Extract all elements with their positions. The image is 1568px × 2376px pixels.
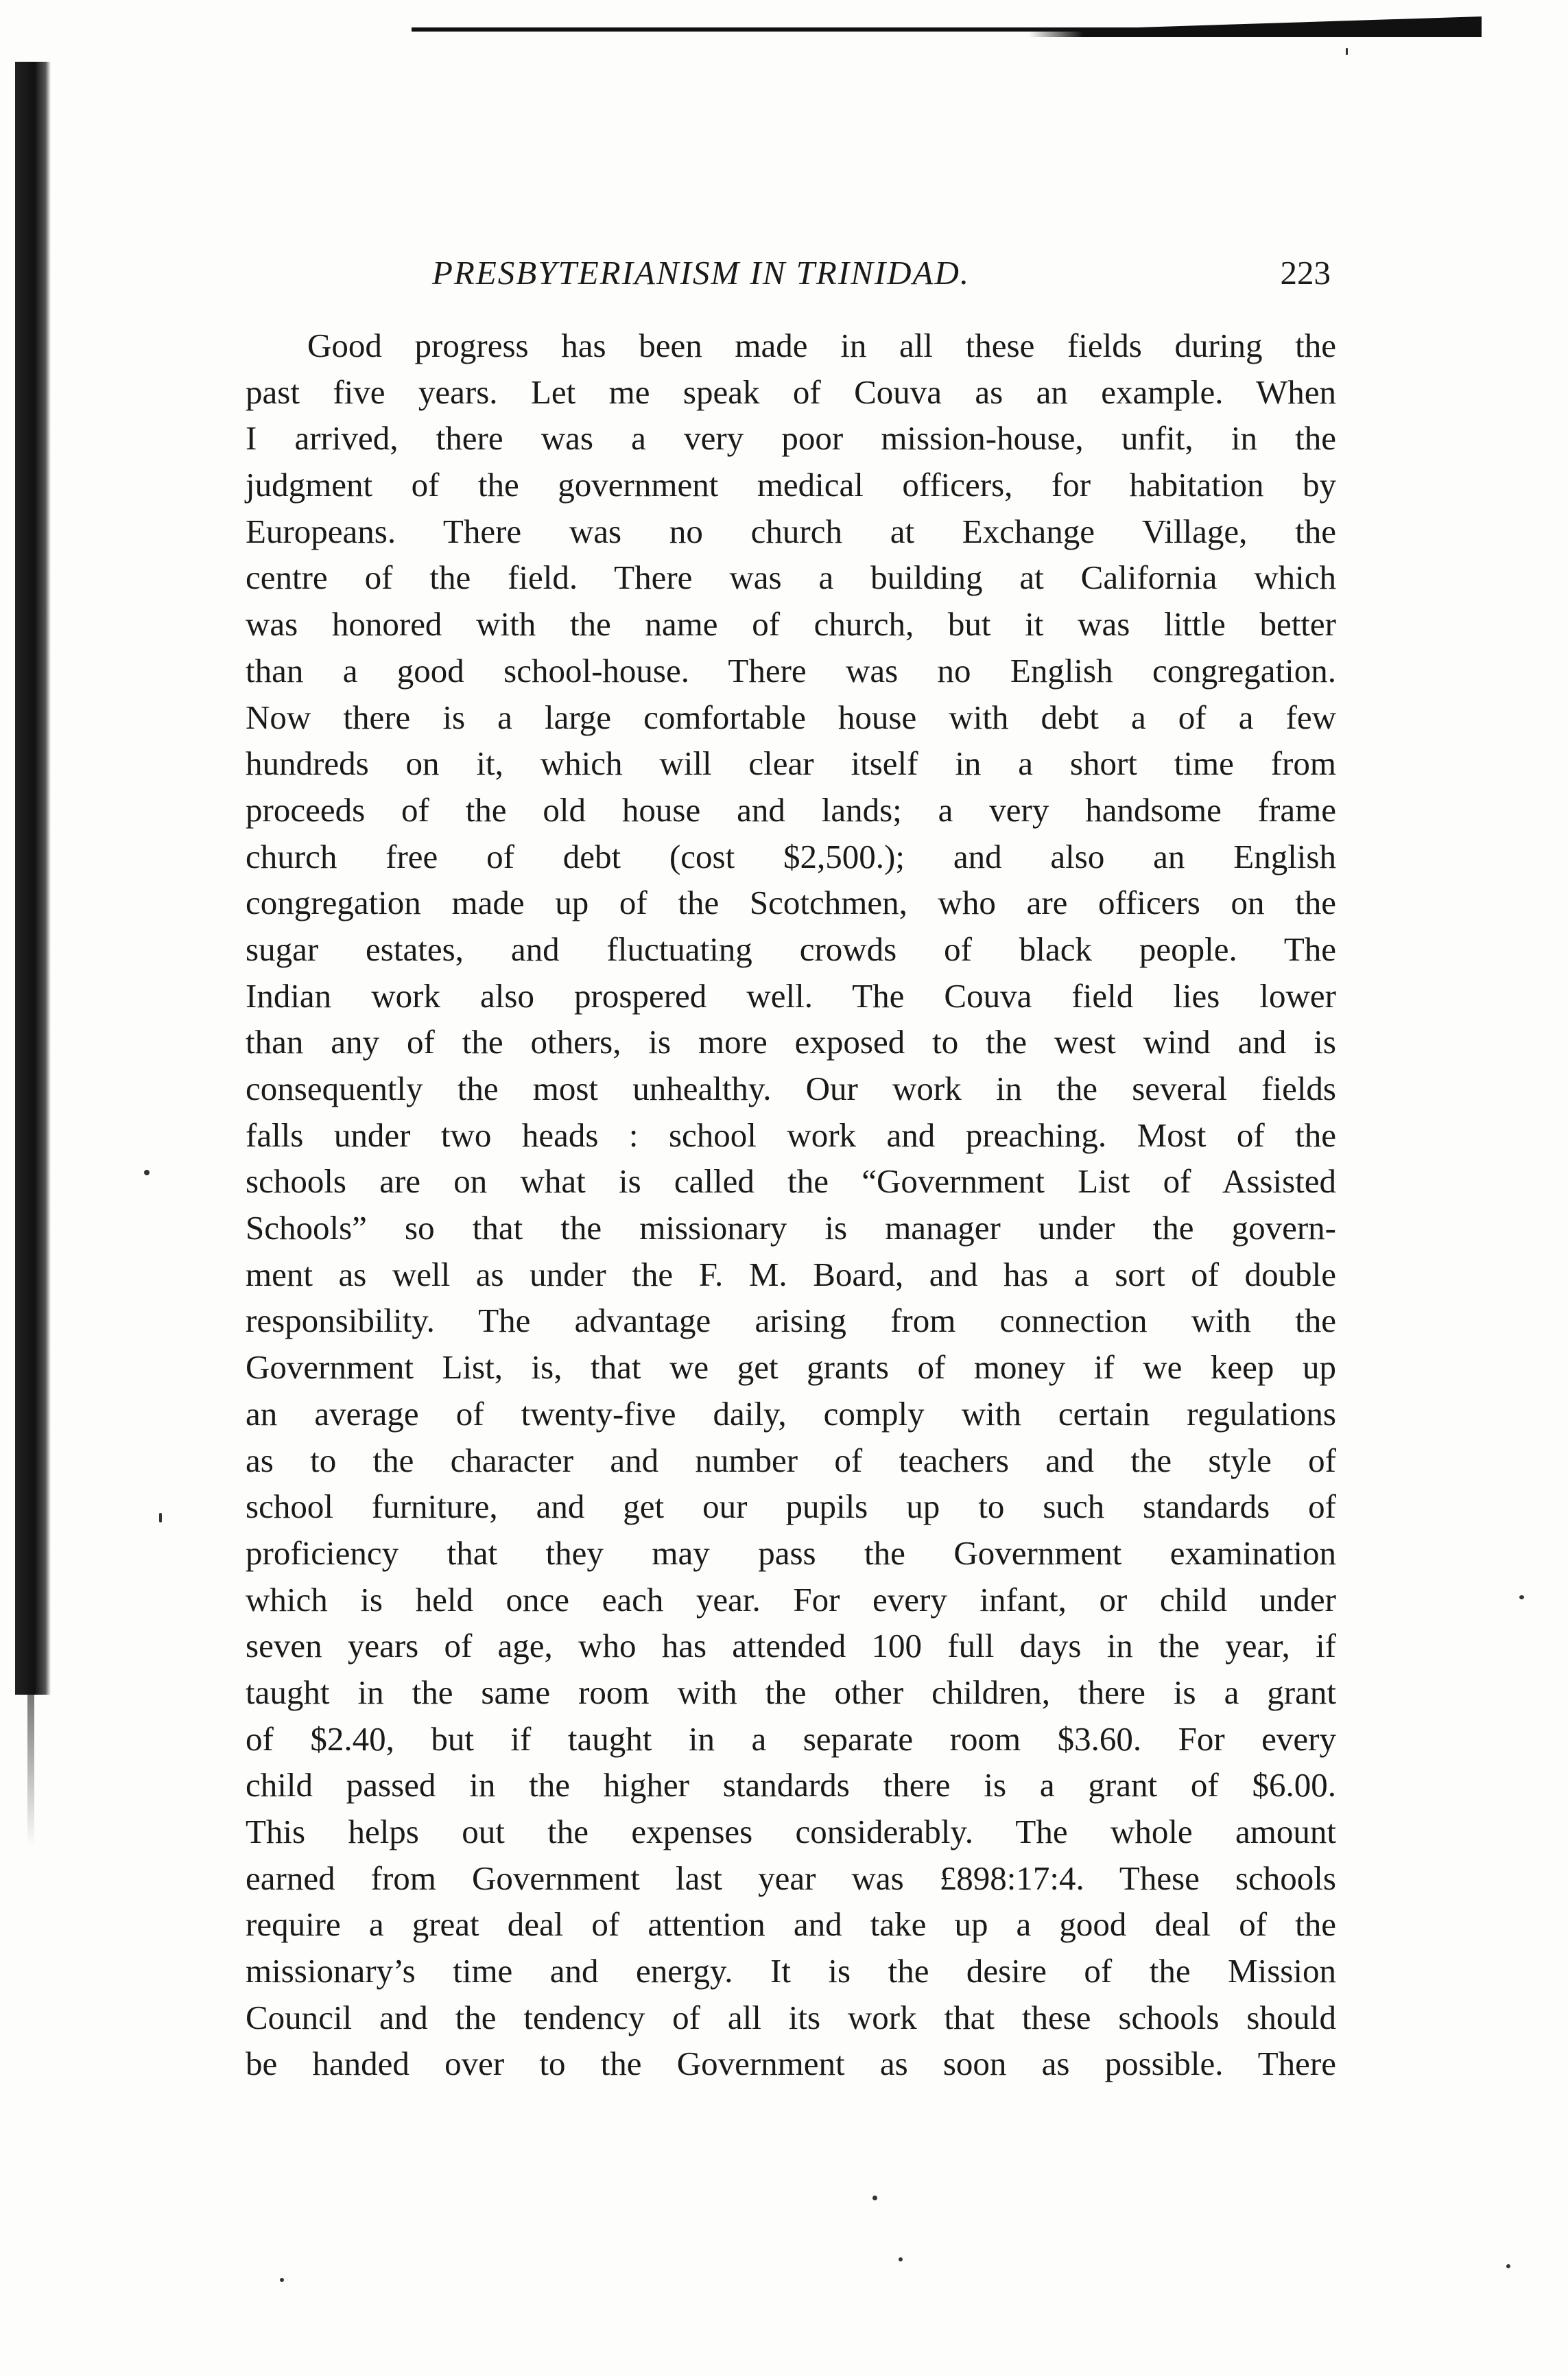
- text-line: child passed in the higher standards there is a grant of $6.00.: [246, 1766, 1336, 1804]
- text-line: centre of the field. There was a building at California which: [246, 558, 1336, 597]
- text-line: church free of debt (cost $2,500.); and also an English: [246, 837, 1336, 875]
- text-line: missionary’s time and energy. It is the desire of the Mission: [246, 1952, 1336, 1990]
- text-line: This helps out the expenses considerably. The whole amount: [246, 1813, 1336, 1850]
- text-line: school furniture, and get our pupils up to such standards of: [246, 1487, 1336, 1526]
- text-line: was honored with the name of church, but it was little better: [246, 605, 1336, 644]
- running-title: PRESBYTERIANISM IN TRINIDAD.: [432, 254, 971, 292]
- text-line: hundreds on it, which will clear itself in a short time from: [246, 744, 1336, 783]
- text-line: be handed over to the Government as soon as possible. There: [246, 2045, 1336, 2083]
- text-line: as to the character and number of teachers and the style of: [246, 1441, 1336, 1479]
- paper-speck: [1519, 1595, 1524, 1599]
- text-line: proficiency that they may pass the Government examination: [246, 1533, 1336, 1572]
- paper-speck: [1346, 48, 1348, 55]
- text-line: judgment of the government medical officers, for habitation by: [246, 466, 1336, 504]
- text-line: Good progress has been made in all these fields during the: [307, 327, 1336, 364]
- paper-speck: [899, 2257, 903, 2261]
- text-line: Now there is a large comfortable house with debt a of a few: [246, 698, 1336, 736]
- text-line: falls under two heads : school work and preaching. Most of the: [246, 1116, 1336, 1154]
- paper-speck: [159, 1513, 162, 1522]
- text-line: taught in the same room with the other children, there is a grant: [246, 1673, 1336, 1711]
- text-line: Government List, is, that we get grants of money if we keep up: [246, 1348, 1336, 1387]
- text-line: Schools” so that the missionary is manager under the govern-: [246, 1209, 1336, 1247]
- text-line: require a great deal of attention and take up a good deal of the: [246, 1905, 1336, 1944]
- text-line: which is held once each year. For every infant, or child under: [246, 1580, 1336, 1619]
- text-line: consequently the most unhealthy. Our work in the several fields: [246, 1070, 1336, 1107]
- top-edge-shadow: [1029, 16, 1482, 37]
- paper-speck: [872, 2196, 877, 2200]
- text-line: ment as well as under the F. M. Board, and has a sort of double: [246, 1255, 1336, 1293]
- text-line: sugar estates, and fluctuating crowds of black people. The: [246, 930, 1336, 968]
- text-line: an average of twenty-five daily, comply with certain regulations: [246, 1394, 1336, 1433]
- text-line: responsibility. The advantage arising from connection with the: [246, 1302, 1336, 1340]
- paper-speck: [280, 2278, 284, 2282]
- text-line: Indian work also prospered well. The Couva field lies lower: [246, 976, 1336, 1015]
- text-line: earned from Government last year was £898:17:4. These schools: [246, 1859, 1336, 1897]
- body-paragraph: [246, 322, 1336, 2087]
- text-line: than a good school-house. There was no English congregation.: [246, 651, 1336, 690]
- text-line: Europeans. There was no church at Exchange Village, the: [246, 512, 1336, 550]
- page-number: 223: [1280, 254, 1331, 292]
- running-head: [247, 246, 1344, 301]
- text-line: Council and the tendency of all its work that these schools should: [246, 1998, 1336, 2036]
- text-line: congregation made up of the Scotchmen, who are officers on the: [246, 884, 1336, 922]
- binding-edge-shadow: [15, 62, 51, 1695]
- text-line: of $2.40, but if taught in a separate room $3.60. For every: [246, 1719, 1336, 1758]
- paper-speck: [144, 1170, 150, 1175]
- paper-speck: [1506, 2264, 1510, 2268]
- binding-edge-fade: [27, 1695, 34, 1846]
- text-line: than any of the others, is more exposed to the west wind and is: [246, 1023, 1336, 1061]
- text-line: proceeds of the old house and lands; a very handsome frame: [246, 790, 1336, 829]
- text-line: past five years. Let me speak of Couva as an example. When: [246, 373, 1336, 411]
- text-line: I arrived, there was a very poor mission-house, unfit, in the: [246, 419, 1336, 458]
- text-line: seven years of age, who has attended 100 full days in the year, if: [246, 1627, 1336, 1665]
- text-line: schools are on what is called the “Government List of Assisted: [246, 1162, 1336, 1201]
